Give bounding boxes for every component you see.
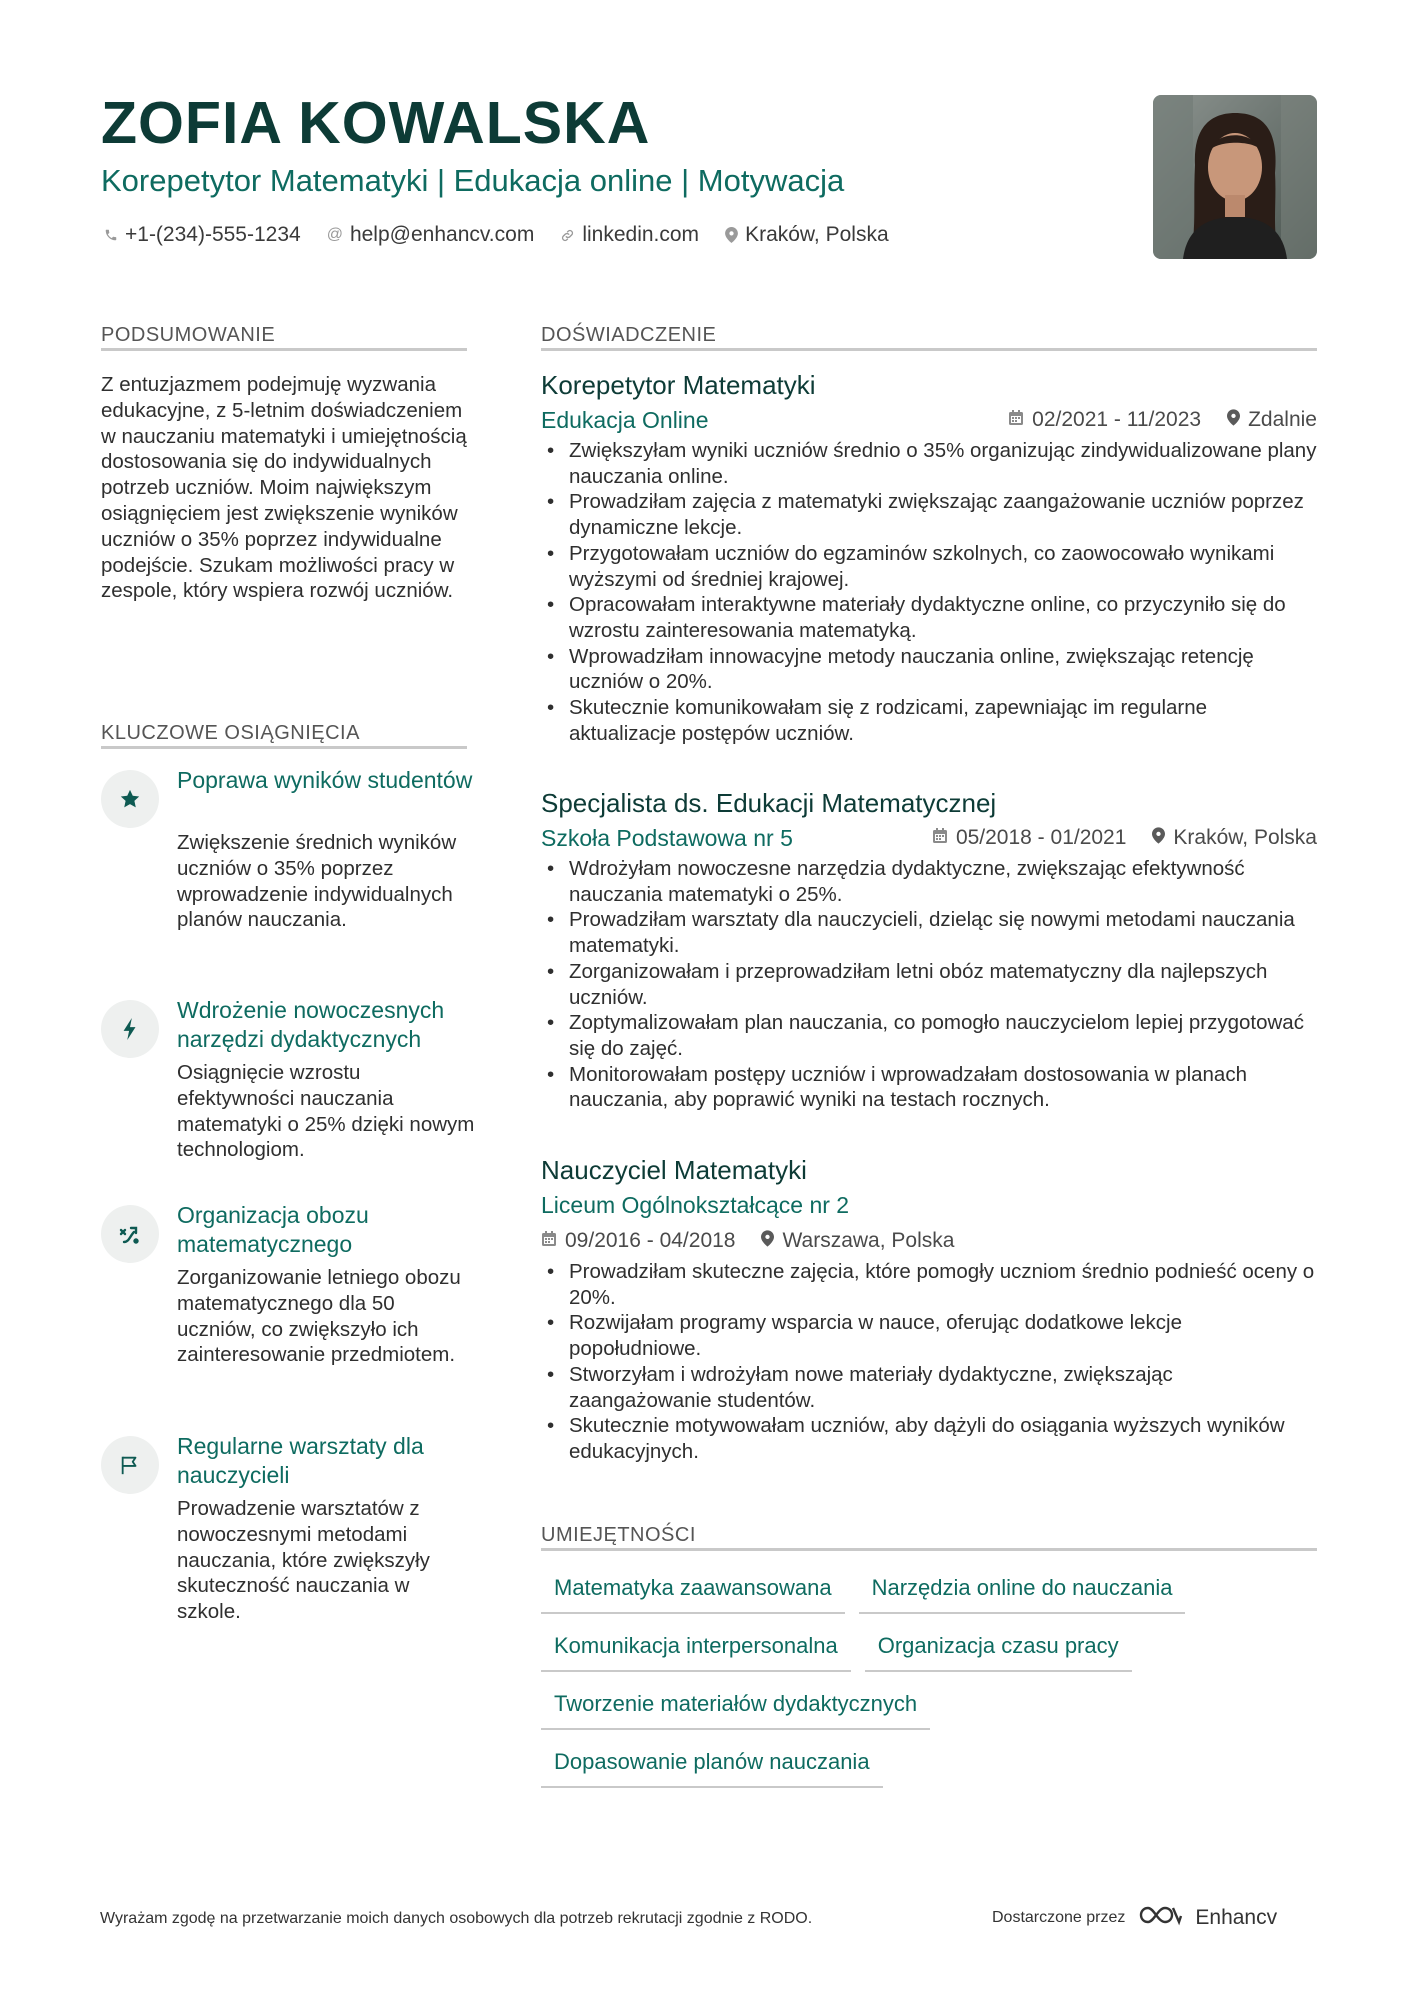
calendar-icon xyxy=(1008,402,1024,438)
job-dates-text: 05/2018 - 01/2021 xyxy=(955,826,1127,849)
job-bullets xyxy=(541,438,1317,746)
job-entry xyxy=(541,1153,1317,1465)
achievements-section-title: KLUCZOWE OSIĄGNIĘCIA xyxy=(101,722,360,744)
skill-tag: Tworzenie materiałów dydaktycznych xyxy=(541,1682,930,1730)
summary-divider xyxy=(101,348,467,351)
bullet-item: • Monitorowałam postępy uczniów i wprowadzałam dostosowania w planach nauczania, aby poprawić wyniki na testach rocznych. xyxy=(541,1062,1317,1113)
skills-list xyxy=(541,1566,1317,1798)
brand-name[interactable]: Enhancv xyxy=(1195,1905,1278,1929)
job-company: Szkoła Podstawowa nr 5 xyxy=(541,825,793,851)
job-location xyxy=(1152,820,1317,856)
job-bullets xyxy=(541,1259,1317,1465)
job-company: Edukacja Online xyxy=(541,407,709,433)
bullet-item: • Zorganizowałam i przeprowadziłam letni obóz matematyczny dla najlepszych uczniów. xyxy=(541,959,1317,1010)
flag-icon xyxy=(101,1436,159,1494)
achievement-desc: Zwiększenie średnich wyników uczniów o 35% poprzez wprowadzenie indywidualnych planów nauczania. xyxy=(177,831,457,932)
bullet-item: • Prowadziłam skuteczne zajęcia, które pomogły uczniom średnio podnieść oceny o 20%. xyxy=(541,1259,1317,1310)
experience-section-title: DOŚWIADCZENIE xyxy=(541,324,717,346)
bullet-item: • Stworzyłam i wdrożyłam nowe materiały dydaktyczne, zwiększając zaangażowanie studentów. xyxy=(541,1362,1317,1413)
location-pin-icon xyxy=(725,227,738,243)
lightning-icon xyxy=(101,1000,159,1058)
job-location-text: Kraków, Polska xyxy=(1173,826,1317,849)
job-title: Korepetytor Matematyki xyxy=(541,370,816,400)
achievement-title: Wdrożenie nowoczesnych narzędzi dydaktycznych xyxy=(177,997,445,1052)
skill-tag: Narzędzia online do nauczania xyxy=(859,1566,1186,1614)
skill-tag: Matematyka zaawansowana xyxy=(541,1566,845,1614)
contact-linkedin-text: linkedin.com xyxy=(582,223,700,246)
experience-divider xyxy=(541,348,1317,351)
job-location xyxy=(761,1223,954,1259)
achievement-desc: Prowadzenie warsztatów z nowoczesnymi metodami nauczania, które zwiększyły skuteczność nauczania w szkole. xyxy=(177,1497,430,1624)
headline: Korepetytor Matematyki | Edukacja online | Motywacja xyxy=(101,163,845,198)
candidate-name: ZOFIA KOWALSKA xyxy=(101,90,651,156)
job-dates xyxy=(1008,402,1201,438)
skill-tag: Organizacja czasu pracy xyxy=(865,1624,1132,1672)
job-dates xyxy=(932,820,1126,856)
achievements-divider xyxy=(101,746,467,749)
job-location-text: Zdalnie xyxy=(1248,408,1317,431)
contact-email-text: help@enhancv.com xyxy=(349,223,535,246)
achievement-title: Poprawa wyników studentów xyxy=(177,767,473,793)
summary-section-title: PODSUMOWANIE xyxy=(101,324,276,346)
job-location-text: Warszawa, Polska xyxy=(782,1229,955,1252)
profile-photo xyxy=(1153,95,1317,259)
job-location xyxy=(1227,402,1317,438)
location-pin-icon xyxy=(761,1223,774,1259)
job-title: Nauczyciel Matematyki xyxy=(541,1155,807,1185)
job-dates-text: 02/2021 - 11/2023 xyxy=(1032,408,1202,431)
job-dates-text: 09/2016 - 04/2018 xyxy=(565,1229,736,1252)
enhancv-logo-icon xyxy=(1137,1903,1183,1932)
contact-email[interactable] xyxy=(327,220,535,250)
bullet-item: • Prowadziłam warsztaty dla nauczycieli, dzieląc się nowymi metodami nauczania matematyki. xyxy=(541,907,1317,958)
bullet-item: • Wdrożyłam nowoczesne narzędzia dydaktyczne, zwiększając efektywność nauczania matematyki o 25%. xyxy=(541,856,1317,907)
phone-icon xyxy=(104,228,118,242)
contact-bar xyxy=(104,220,889,250)
skill-tag: Dopasowanie planów nauczania xyxy=(541,1740,883,1788)
bullet-item: • Opracowałam interaktywne materiały dydaktyczne online, co przyczyniło się do wzrostu zainteresowania matematyką. xyxy=(541,592,1317,643)
contact-phone[interactable] xyxy=(104,220,301,250)
calendar-icon xyxy=(932,820,948,856)
contact-location xyxy=(725,220,889,250)
calendar-icon xyxy=(541,1223,557,1259)
bullet-item: • Skutecznie komunikowałam się z rodzicami, zapewniając im regularne aktualizacje postępów uczniów. xyxy=(541,695,1317,746)
contact-linkedin[interactable] xyxy=(560,220,699,250)
at-icon: @ xyxy=(326,226,343,243)
powered-by-label: Dostarczone przez xyxy=(992,1908,1126,1926)
job-company: Liceum Ogólnokształcące nr 2 xyxy=(541,1192,850,1218)
achievement-title: Organizacja obozu matematycznego xyxy=(177,1202,369,1257)
skills-divider xyxy=(541,1548,1317,1551)
bullet-item: • Rozwijałam programy wsparcia w nauce, oferując dodatkowe lekcje popołudniowe. xyxy=(541,1310,1317,1361)
contact-phone-text: +1-(234)-555-1234 xyxy=(125,223,301,246)
bullet-item: • Zoptymalizowałam plan nauczania, co pomogło nauczycielom lepiej przygotować się do zajęć. xyxy=(541,1010,1317,1061)
job-bullets xyxy=(541,856,1317,1113)
job-entry xyxy=(541,786,1317,1113)
achievement-title: Regularne warsztaty dla nauczycieli xyxy=(177,1433,424,1488)
bullet-item: • Prowadziłam zajęcia z matematyki zwiększając zaangażowanie uczniów poprzez dynamiczne lekcje. xyxy=(541,489,1317,540)
gdpr-consent: Wyrażam zgodę na przetwarzanie moich danych osobowych dla potrzeb rekrutacji zgodnie z RODO. xyxy=(100,1910,813,1927)
contact-location-text: Kraków, Polska xyxy=(745,223,889,246)
skill-tag: Komunikacja interpersonalna xyxy=(541,1624,851,1672)
bullet-item: • Wprowadziłam innowacyjne metody nauczania online, zwiększając retencję uczniów o 20%. xyxy=(541,644,1317,695)
achievement-desc: Zorganizowanie letniego obozu matematycznego dla 50 uczniów, co zwiększyło ich zainteresowanie przedmiotem. xyxy=(177,1266,461,1367)
bullet-item: • Skutecznie motywowałam uczniów, aby dążyli do osiągania wyższych wyników edukacyjnych. xyxy=(541,1413,1317,1464)
achievement-desc: Osiągnięcie wzrostu efektywności nauczania matematyki o 25% dzięki nowym technologiom. xyxy=(177,1061,475,1162)
route-icon xyxy=(101,1205,159,1263)
link-icon xyxy=(560,228,575,243)
job-dates xyxy=(541,1223,735,1259)
job-company-row xyxy=(541,820,1317,856)
bullet-item: • Przygotowałam uczniów do egzaminów szkolnych, co zaowocowało wynikami wyższymi od średniej krajowej. xyxy=(541,541,1317,592)
location-pin-icon xyxy=(1152,820,1165,856)
job-meta xyxy=(541,1223,1317,1259)
job-entry xyxy=(541,368,1317,746)
summary-text: Z entuzjazmem podejmuję wyzwania edukacyjne, z 5-letnim doświadczeniem w nauczaniu matematyki i umiejętnością dostosowania się do indywidualnych potrzeb uczniów. Moim największym osiągnięciem jest zwiększenie wyników uczniów o 35% poprzez indywidualne podejście. Szukam możliwości pracy w zespole, który wspiera rozwój uczniów. xyxy=(101,373,467,603)
job-meta xyxy=(1008,402,1317,438)
powered-by xyxy=(992,1903,1277,1932)
job-company-row xyxy=(541,402,1317,438)
bullet-item: • Zwiększyłam wyniki uczniów średnio o 35% organizując zindywidualizowane plany nauczania online. xyxy=(541,438,1317,489)
job-meta xyxy=(932,820,1317,856)
skills-section-title: UMIEJĘTNOŚCI xyxy=(541,1524,696,1546)
job-title: Specjalista ds. Edukacji Matematycznej xyxy=(541,788,997,818)
location-pin-icon xyxy=(1227,402,1240,438)
star-icon xyxy=(101,770,159,828)
